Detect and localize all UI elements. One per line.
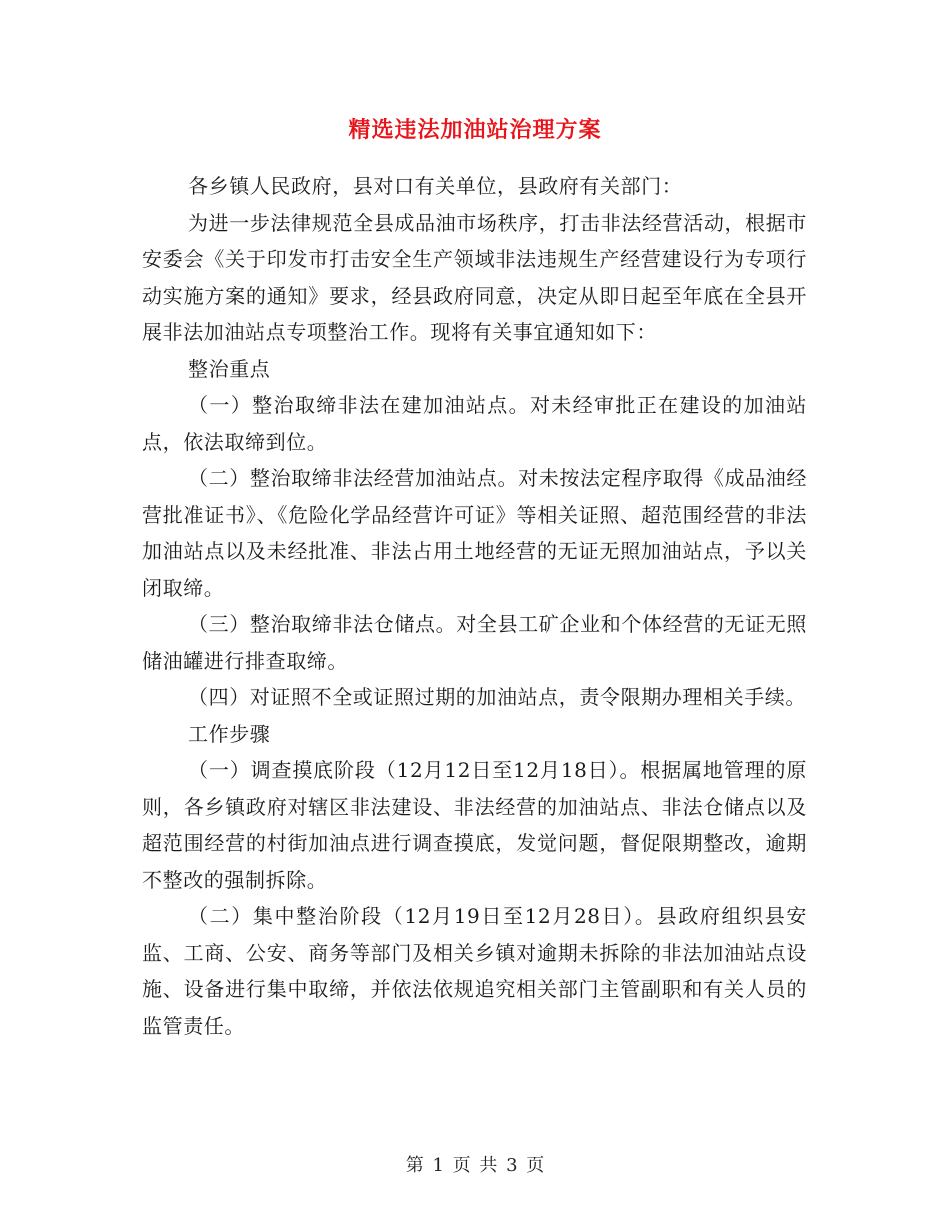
section-heading-steps: 工作步骤 xyxy=(188,721,271,746)
intro-paragraph: 为进一步法律规范全县成品油市场秩序，打击非法经营活动，根据市安委会《关于印发市打击安全生产领域非法违规生产经营建设行为专项行动实施方案的通知》要求，经县政府同意，决定从即日起至年底在全县开展非法加油站点专项整治工作。现将有关事宜通知如下： xyxy=(142,210,807,344)
document-title: 精选违法加油站治理方案 xyxy=(348,117,602,143)
salutation: 各乡镇人民政府，县对口有关单位，县政府有关部门： xyxy=(188,174,683,198)
focus-item-2: （二）整治取缔非法经营加油站点。对未按法定程序取得《成品油经营批准证书》、《危险化学品经营许可证》等相关证照、超范围经营的非法加油站点以及未经批准、非法占用土地经营的无证无照加油站点，予以关闭取缔。 xyxy=(142,466,807,600)
document-body xyxy=(142,168,807,1044)
focus-item-4: （四）对证照不全或证照过期的加油站点，责令限期办理相关手续。 xyxy=(188,685,806,709)
page-indicator: 第 1 页 共 3 页 xyxy=(405,1155,545,1176)
focus-item-3: （三）整治取缔非法仓储点。对全县工矿企业和个体经营的无证无照储油罐进行排查取缔。 xyxy=(142,612,807,673)
step-item-2: （二）集中整治阶段（12月19日至12月28日）。县政府组织县安监、工商、公安、商务等部门及相关乡镇对逾期未拆除的非法加油站点设施、设备进行集中取缔，并依法依规追究相关部门主管副职和有关人员的监管责任。 xyxy=(142,904,807,1038)
step-item-1: （一）调查摸底阶段（12月12日至12月18日）。根据属地管理的原则，各乡镇政府对辖区非法建设、非法经营的加油站点、非法仓储点以及超范围经营的村街加油点进行调查摸底，发觉问题，督促限期整改，逾期不整改的强制拆除。 xyxy=(142,758,807,892)
focus-item-1: （一）整治取缔非法在建加油站点。对未经审批正在建设的加油站点，依法取缔到位。 xyxy=(142,393,807,454)
section-heading-focus: 整治重点 xyxy=(188,356,271,381)
